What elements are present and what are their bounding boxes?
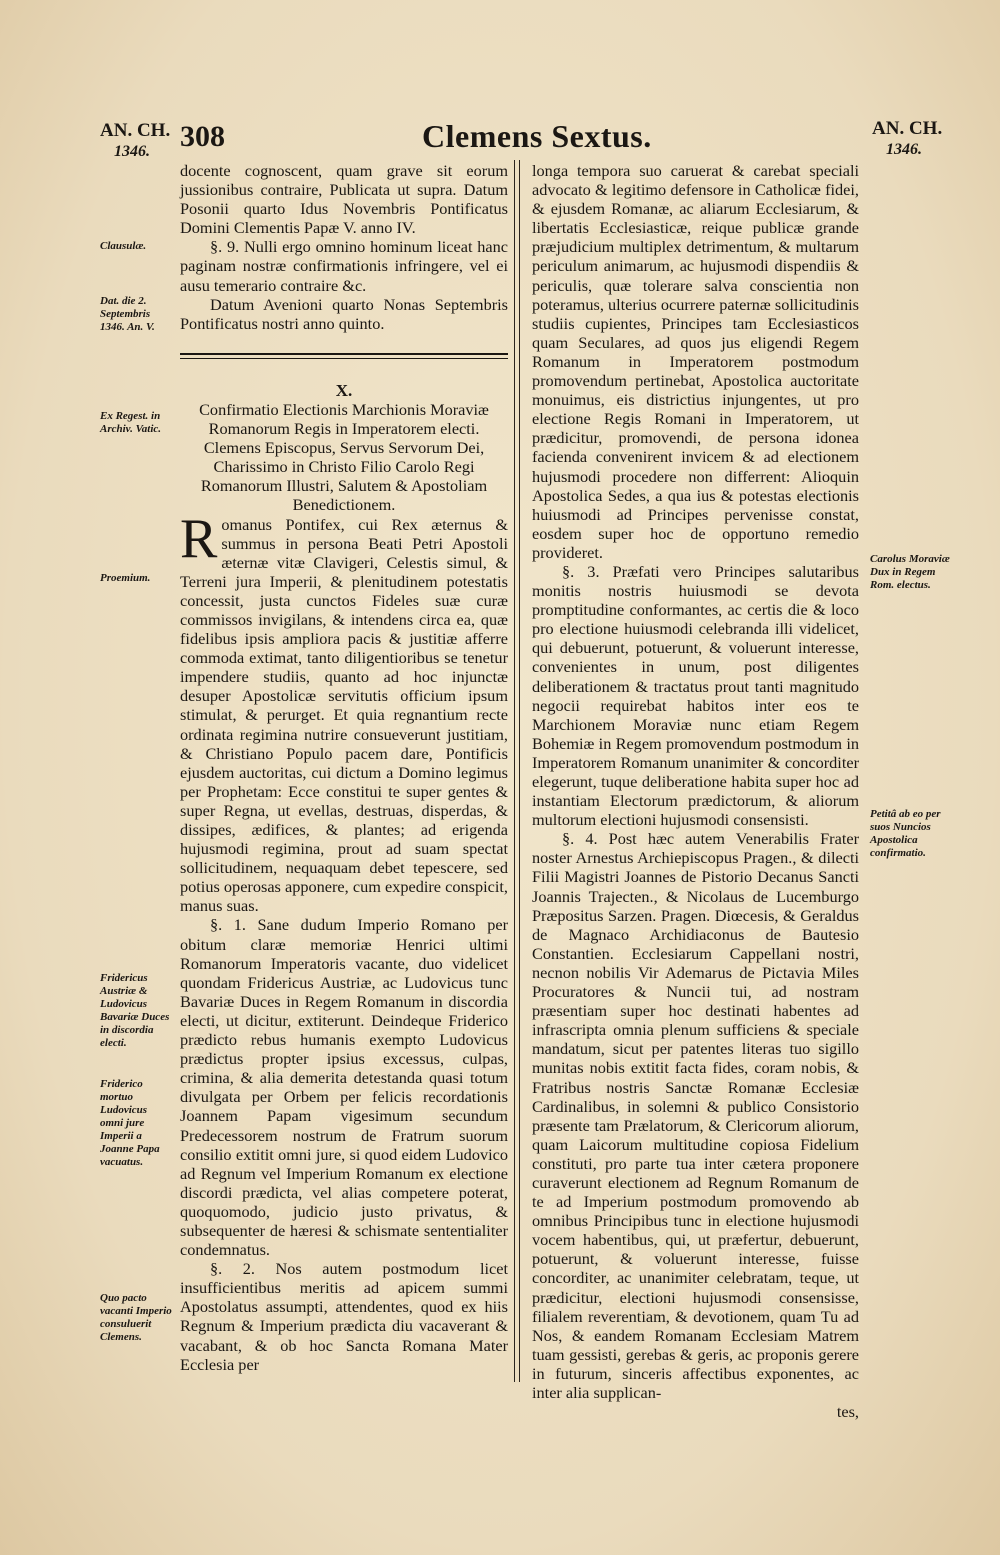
paragraph-proemium [180,507,508,916]
margin-note-carolus: Carolus Moraviæ Dux in Regem Rom. electus. [870,553,950,591]
margin-note-clausulae: Clausulæ. [100,240,147,252]
header-year-left [100,120,170,162]
header-right-label: AN. CH. [872,118,943,139]
section-number: X. [335,380,353,400]
proemium-text: omanus Pontifex, cui Rex æternus & summus in persona Beati Petri Apostoli æternæ vitæ Clavigeri, Celestis simul, & Terreni jura Imperii, & plenitudinem potestatis concessit, justa cunctos Fideles suæ curæ commissos invigilans, & intendens circa ea, quæ fidelibus ipsis ampliora pacis & justitiæ afferre commoda extimat, tanto diligentioribus se tenetur impendere studiis, quanto ad hoc injunctæ desuper Apostolicæ servitutis officium ipsum stimulat, & perurget. Et quia regnantium recte ordinata regimina nutrire consueverunt justitiam, & Christiano Populo pacem dare, Pontificis ejusdem auctoritas, cui dictum a Domino legimus per Prophetam: Ecce constitui te super gentes & super Regna, ut evellas, destruas, disperdas, & dissipes, ædifices, & plantes; ad erigenda hujusmodi regimina, prout ad suam spectat sollicitudinem, nequaquam debet tepescere, sed potius operosas apponere, cum expedire conspicit, manus suas. [180,514,508,916]
column-divider [514,160,516,1382]
page-number: 308 [180,120,225,153]
running-title: Clemens Sextus. [422,118,652,154]
drop-cap: R [180,507,218,570]
right-column [532,161,859,1421]
document-title: Confirmatio Electionis Marchionis Moraviæ Romanorum Regis in Imperatorem electi. [199,399,489,439]
margin-note-quo-pacto: Quo pacto vacanti Imperio consuluerit Clemens. [100,1292,172,1343]
left-column [180,161,508,1374]
paragraph-datum: Datum Avenioni quarto Nonas Septembris Pontificatus nostri anno quinto. [180,294,508,333]
header-year-right [872,118,942,160]
margin-note-proemium: Proemium. [100,572,151,584]
margin-note-regest: Ex Regest. in Archiv. Vatic. [100,410,162,435]
margin-note-petita: Petitâ ab eo per suos Nuncios Apostolica confirmatio. [870,808,941,859]
paragraph-section-3: §. 3. Præfati vero Principes salutaribus monitis nostris huiusmodi se devota promptitudine conformantes, ac certis die & loco pro electione huiusmodi celebranda illi videlicet, qui debuerunt, potuerunt, & voluerunt interesse, convenientes in unum, post diligentes deliberationem & tractatus prout tanti magnitudo negocii requirebat habitos inter eos te Marchionem Moraviæ nunc etiam Regem Bohemiæ in Regem promovendum postmodum in Imperatorem Romanum unanimiter & concorditer elegerunt, tuque deliberatione habita super hoc ad instantiam Electorum prædictorum, & aliorum multorum electioni hujusmodi consensisti. [532,561,859,830]
paragraph-section-1: §. 1. Sane dudum Imperio Romano per obitum claræ memoriæ Henrici ultimi Romanorum Imperatoris vacante, duo videlicet quondam Fridericus Austriæ, ac Ludovicus tunc Bavariæ Duces in Regem Romanum in discordia electi, ut dicitur, extiterunt. Deindeque Friderico prædicto rebus humanis exempto Ludovicus prædictus propter ipsius excessus, culpas, crimina, & alia demerita detestanda quasi totum divulgata per Orbem per felicis recordationis Joannem Papam vigesimum secundum Predecessorem nostrum de Fratrum suorum consilio extitit omni jure, si quod eidem Ludovico ad Regnum vel Imperium Romanum ex electione discordi prædicta, vel alias competere poterat, quoquomodo, judicio justo privatus, & subsequenter de hæresi & schismate sententialiter condemnatus. [180,915,508,1260]
margin-note-date: Dat. die 2. Septembris 1346. An. V. [100,295,155,333]
margin-note-fridericus: Fridericus Austriæ & Ludovicus Bavariæ Duces in discordia electi. [100,972,170,1049]
paragraph-section-9: §. 9. Nulli ergo omnino hominum liceat hanc paginam nostræ confirmationis infringere, vel ei ausu temerario contraire &c. [180,237,508,295]
header-right-year: 1346. [886,141,922,158]
paragraph-section-2: §. 2. Nos autem postmodum licet insufficientibus meritis ad apicem summi Apostolatus assumpti, attendentes, quod ex hiis Regnum & Imperium prædicta diu vacaverant & vacabant, & ob hoc Sancta Romana Mater Ecclesia per [180,1259,508,1374]
salutation: Clemens Episcopus, Servus Servorum Dei, Charissimo in Christo Filio Carolo Regi Romanorum Illustri, Salutem & Apostoliam Benedictionem. [200,438,488,515]
header-left-label: AN. CH. [100,120,171,141]
paragraph-continuation-right: longa tempora suo caruerat & carebat speciali advocato & legitimo defensore in Catholicæ fidei, & ejusdem Romanæ, ac aliarum Ecclesiarum, & libertatis Ecclesiasticæ, reique publicæ grande præjudicium multiplex detrimentum, & multarum periculum animarum, ac hujusmodi dispendiis & periculis, quæ tolerare salva conscientia non poteramus, ulterius ocurrere paternæ sollicitudinis studiis cupientes, Principes tam Ecclesiasticos quam Seculares, ad quos jus eligendi Regem Romanum in Imperatorem postmodum promovendum pertinebat, Apostolica auctoritate monuimus, eis districtius injungentes, ut pro electione Regis Romani in Imperatorem, ut prædicitur, promovendi, de persona idonea facienda convenirent invicem & ad electionem hujusmodi procedere non differrent: Alioquin Apostolica Sedes, a qua ius & potestas electionis huiusmodi ad Principes pervenisse constat, eosdem super hoc de opportuno remedio provideret. [532,161,859,562]
section-rule [180,353,508,359]
header-left-year: 1346. [114,143,150,160]
paragraph-section-4: §. 4. Post hæc autem Venerabilis Frater noster Arnestus Archiepiscopus Pragen., & dilecti Filii Magistri Joannes de Pistorio Decanus Sancti Joannis Trajecten., & Nicolaus de Lucemburgo Præpositus Sarzen. Pragen. Diœcesis, & Geraldus de Magnaco Archidiaconus de Bautesio Constantien. Ecclesiarum Cappellani nostri, necnon nobilis Vir Ademarus de Pictavia Miles Procuratores & Nuncii tui, ad nostram præsentiam super hoc destinati habentes ad infrascripta omnia plenum sufficiens & speciale mandatum, sicut per patentes literas tuo sigillo munitas nobis extitit facta fides, coram nobis, & Fratribus nostris Sanctæ Romanæ Ecclesiæ Cardinalibus, in solemni & publico Consistorio præsente tam Prælatorum, & Clericorum aliorum, quam Laicorum multitudine copiosa Fidelium constituti, pro parte tua inter cætera proponere curaverunt electionem ad Regnum Romanum de te ad Imperium postmodum promovendo ab omnibus Principibus tunc in electione hujusmodi vocem habentibus, qui, ut præfertur, debuerunt, potuerunt, & voluerunt interesse, fuisse concorditer, ac unanimiter celebratam, teque, ut prædicitur, electioni hujusmodi consensisse, filialem reverentiam, & devotionem, quam Tu ad Nos, & eandem Romanam Ecclesiam Matrem tuam gessisti, gerebas & geris, ac proponis gerere in futurum, sinceris affectibus exponentes, ac inter alia supplican- [532,829,859,1402]
column-divider-inner [519,160,521,1382]
paragraph-continuation: docente cognoscent, quam grave sit eorum jussionibus contraire, Publicata ut supra. Datum Posonii quarto Idus Novembris Pontificatus Domini Clementis Papæ V. anno IV. [180,161,508,238]
margin-note-friderico-mortuo: Friderico mortuo Ludovicus omni jure Imperii a Joanne Papa vacuatus. [100,1078,160,1168]
catchword: tes, [836,1402,859,1422]
